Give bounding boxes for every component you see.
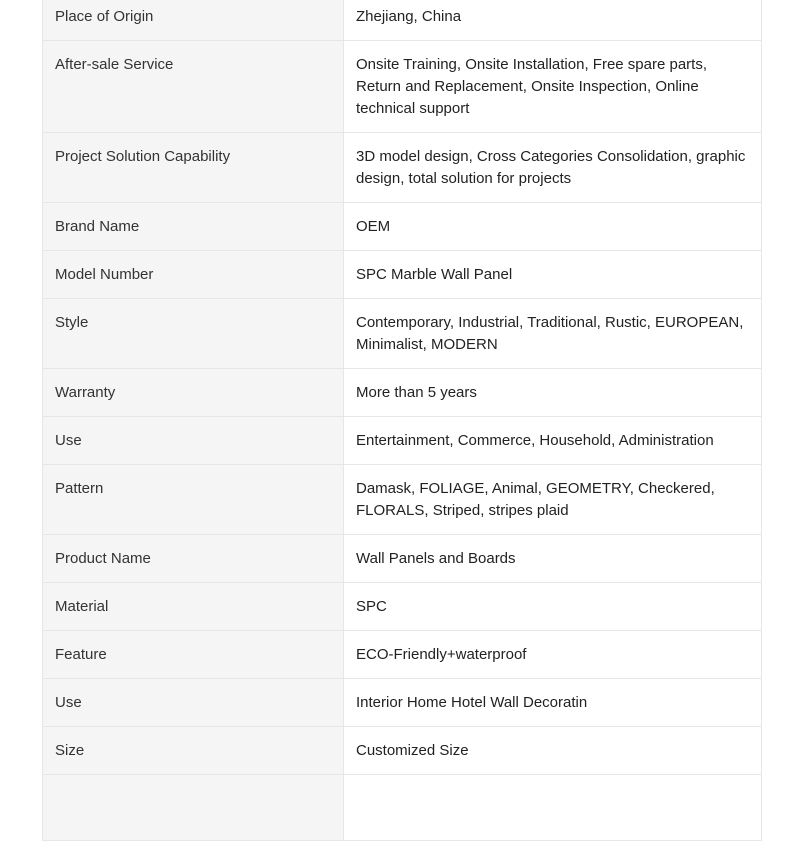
spec-value: More than 5 years [344, 369, 762, 417]
spec-label: Model Number [43, 251, 344, 299]
spec-label: Place of Origin [43, 0, 344, 41]
table-row [43, 299, 762, 369]
spec-value: Entertainment, Commerce, Household, Administration [344, 417, 762, 465]
spec-label: Project Solution Capability [43, 133, 344, 203]
table-row [43, 631, 762, 679]
spec-label: Size [43, 727, 344, 775]
spec-label: Product Name [43, 535, 344, 583]
spec-value: SPC Marble Wall Panel [344, 251, 762, 299]
table-row [43, 251, 762, 299]
table-row [43, 133, 762, 203]
table-row [43, 727, 762, 775]
spec-label: Feature [43, 631, 344, 679]
spec-label: Style [43, 299, 344, 369]
table-row [43, 0, 762, 41]
spec-value: Wall Panels and Boards [344, 535, 762, 583]
spec-label: Brand Name [43, 203, 344, 251]
product-spec-table [42, 0, 762, 841]
spec-value-empty [344, 775, 762, 841]
spec-label: Use [43, 679, 344, 727]
spec-value: SPC [344, 583, 762, 631]
spec-label: After-sale Service [43, 41, 344, 133]
table-row [43, 583, 762, 631]
spec-value: 3D model design, Cross Categories Consolidation, graphic design, total solution for projects [344, 133, 762, 203]
spec-table-body [43, 0, 762, 841]
spec-label: Pattern [43, 465, 344, 535]
spec-label-empty [43, 775, 344, 841]
spec-label: Warranty [43, 369, 344, 417]
spec-value: Interior Home Hotel Wall Decoratin [344, 679, 762, 727]
table-row [43, 203, 762, 251]
table-row [43, 535, 762, 583]
spec-value: Damask, FOLIAGE, Animal, GEOMETRY, Checkered, FLORALS, Striped, stripes plaid [344, 465, 762, 535]
spec-label: Use [43, 417, 344, 465]
spec-label: Material [43, 583, 344, 631]
table-row [43, 679, 762, 727]
spec-value: ECO-Friendly+waterproof [344, 631, 762, 679]
table-row [43, 369, 762, 417]
spec-value: OEM [344, 203, 762, 251]
table-row [43, 417, 762, 465]
spec-value: Onsite Training, Onsite Installation, Free spare parts, Return and Replacement, Onsite Inspection, Online technical support [344, 41, 762, 133]
table-row [43, 465, 762, 535]
spec-value: Contemporary, Industrial, Traditional, Rustic, EUROPEAN, Minimalist, MODERN [344, 299, 762, 369]
table-row [43, 41, 762, 133]
table-row-partial [43, 775, 762, 841]
spec-value: Customized Size [344, 727, 762, 775]
spec-value: Zhejiang, China [344, 0, 762, 41]
